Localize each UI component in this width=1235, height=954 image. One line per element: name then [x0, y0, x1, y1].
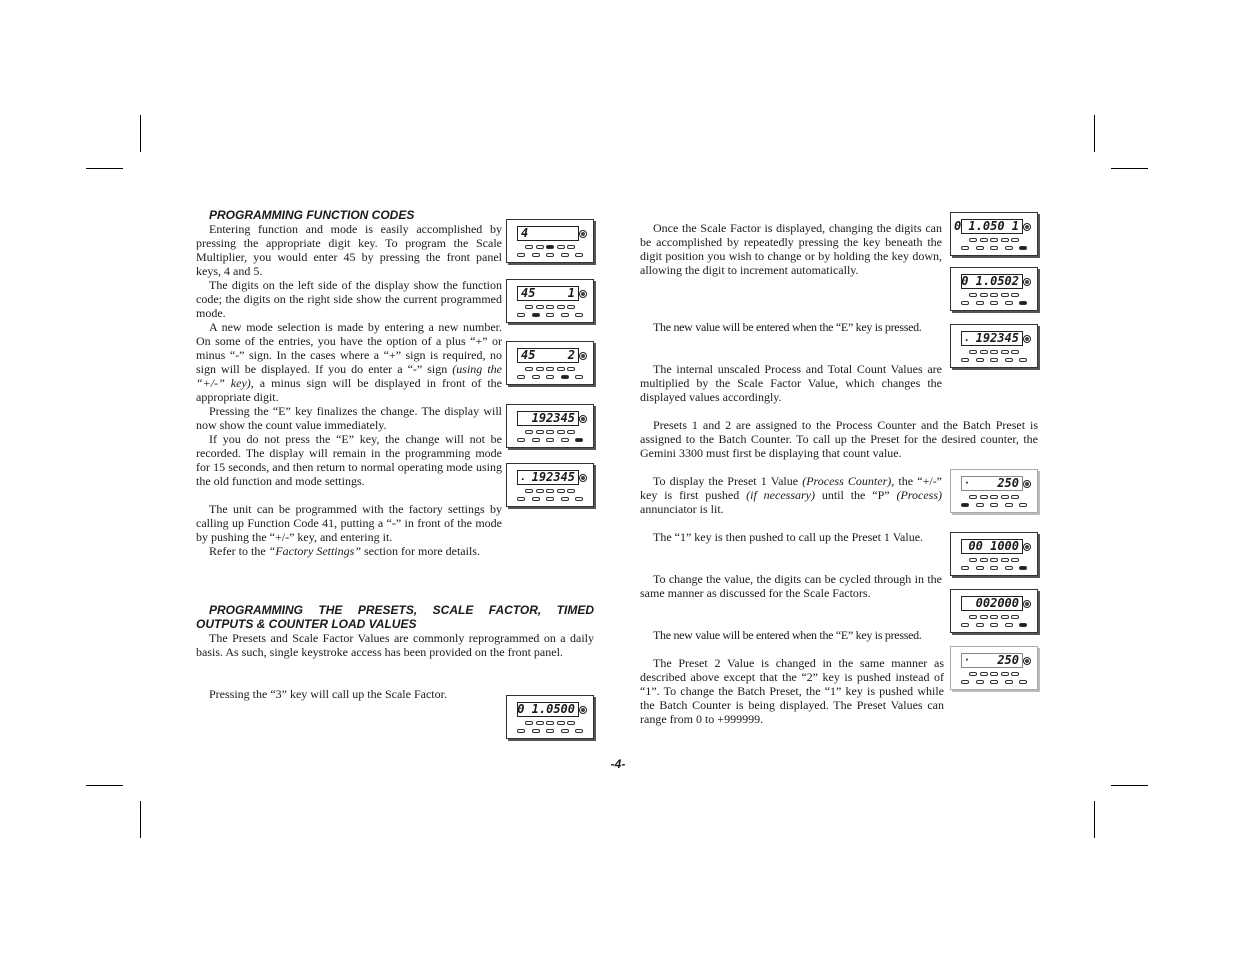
paragraph: Presets 1 and 2 are assigned to the Process Counter and the Batch Preset is assigned to the Batch Counter. To call up the Preset for the desired counter, the Gemini 3300 must first be displaying that count value. [640, 418, 1038, 460]
crop-mark [1094, 115, 1095, 152]
right-column-p3 [640, 362, 942, 404]
knob-icon [1023, 657, 1031, 665]
meter-display-illustration [506, 404, 594, 448]
meter-display-illustration [950, 267, 1038, 311]
page-number: -4- [610, 757, 626, 771]
paragraph: Pressing the “3” key will call up the Scale Factor. [209, 687, 447, 701]
crop-mark [1111, 168, 1148, 169]
meter-display-illustration [950, 212, 1038, 256]
paragraph: The new value will be entered when the “E” key is pressed. [653, 320, 922, 334]
knob-icon [1023, 223, 1031, 231]
crop-mark [140, 801, 141, 838]
knob-icon [579, 352, 587, 360]
knob-icon [1023, 600, 1031, 608]
knob-icon [579, 415, 587, 423]
lcd-readout: 0 1.050 1 [961, 219, 1023, 234]
right-column-p9 [640, 656, 944, 726]
left-column-bottom [196, 603, 594, 701]
crop-mark [86, 168, 123, 169]
paragraph: Once the Scale Factor is displayed, changing the digits can be accomplished by repeatedly pressing the key beneath the digit position you wish to change or by holding the key down, allowing the digit to increment automatically. [640, 221, 942, 277]
meter-display-illustration [950, 324, 1038, 368]
paragraph: To display the Preset 1 Value (Process Counter), the “+/-” key is first pushed (if necessary) until the “P” (Process) annunciator is lit. [640, 474, 942, 516]
right-column-p7 [640, 572, 942, 600]
knob-icon [579, 290, 587, 298]
knob-icon [1023, 543, 1031, 551]
meter-display-illustration [506, 695, 594, 739]
paragraph: If you do not press the “E” key, the change will not be recorded. The display will remain in the programming mode for 15 seconds, and then return to normal operating mode using the old function and mode settings. [196, 432, 502, 488]
lcd-readout: 45 2 [517, 348, 579, 363]
paragraph: A new mode selection is made by entering a new number. On some of the entries, you have the option of a plus “+” or minus “-” sign. In the cases where a “+” sign is required, no sign will be displayed. If you do enter a “-” sign (using the “+/-” key), a minus sign will be displayed in front of the appropriate digit. [196, 320, 503, 404]
paragraph: The digits on the left side of the display show the function code; the digits on the right side show the current programmed mode. [196, 278, 502, 320]
paragraph: The internal unscaled Process and Total Count Values are multiplied by the Scale Factor Value, which changes the displayed values accordingly. [640, 362, 942, 404]
meter-display-illustration [950, 469, 1038, 513]
knob-icon [1023, 335, 1031, 343]
right-column-p8 [640, 628, 944, 642]
knob-icon [579, 474, 587, 482]
crop-mark [1094, 801, 1095, 838]
paragraph: Entering function and mode is easily accomplished by pressing the appropriate digit key. To program the Scale Multiplier, you would enter 45 by pressing the front panel keys, 4 and 5. [196, 222, 502, 278]
crop-mark [86, 785, 123, 786]
right-column-p5 [640, 474, 942, 516]
lcd-readout: 0 1.0500 [517, 702, 579, 717]
meter-display-illustration [506, 463, 594, 507]
meter-display-illustration [950, 589, 1038, 633]
crop-mark [1111, 785, 1148, 786]
paragraph: The new value will be entered when the “E” key is pressed. [653, 628, 922, 642]
paragraph: Refer to the “Factory Settings” section for more details. [209, 544, 480, 558]
lcd-readout: . 192345 [517, 470, 579, 485]
right-column-p6 [640, 530, 944, 544]
left-column-top [196, 208, 502, 558]
lcd-readout: · 250 [961, 476, 1023, 491]
lcd-readout: 192345 [517, 411, 579, 426]
lcd-readout: 0 1.0502 [961, 274, 1023, 289]
meter-display-illustration [506, 279, 594, 323]
heading-programming-presets: PROGRAMMING THE PRESETS, SCALE FACTOR, TIMED OUTPUTS & COUNTER LOAD VALUES [196, 603, 594, 631]
crop-mark [140, 115, 141, 152]
paragraph: The Presets and Scale Factor Values are commonly reprogrammed on a daily basis. As such, single keystroke access has been provided on the front panel. [196, 631, 594, 659]
meter-display-illustration [506, 219, 594, 263]
paragraph: The unit can be programmed with the factory settings by calling up Function Code 41, putting a “-” in front of the mode by pushing the “+/-” key, and entering it. [196, 502, 502, 544]
lcd-readout: 4 [517, 226, 579, 241]
paragraph: The “1” key is then pushed to call up the Preset 1 Value. [653, 530, 924, 544]
right-column-p4 [640, 418, 1038, 460]
meter-display-illustration [506, 341, 594, 385]
lcd-readout: 00 1000 [961, 539, 1023, 554]
lcd-readout: . 192345 [961, 331, 1023, 346]
paragraph: To change the value, the digits can be cycled through in the same manner as discussed for the Scale Factors. [640, 572, 942, 600]
meter-display-illustration [950, 532, 1038, 576]
lcd-readout: · 250 [961, 653, 1023, 668]
paragraph: The Preset 2 Value is changed in the same manner as described above except that the “2” key is pushed instead of “1”. To change the Batch Preset, the “1” key is pushed while the Batch Counter is being displayed. The Preset Values can range from 0 to +999999. [640, 656, 944, 726]
knob-icon [1023, 480, 1031, 488]
lcd-readout: 45 1 [517, 286, 579, 301]
lcd-readout: 002000 [961, 596, 1023, 611]
right-column-p2 [640, 320, 944, 334]
meter-display-illustration [950, 646, 1038, 690]
knob-icon [1023, 278, 1031, 286]
paragraph: Pressing the “E” key finalizes the change. The display will now show the count value immediately. [196, 404, 502, 432]
right-column-p1 [640, 221, 942, 277]
knob-icon [579, 706, 587, 714]
heading-programming-function-codes: PROGRAMMING FUNCTION CODES [209, 208, 415, 222]
knob-icon [579, 230, 587, 238]
